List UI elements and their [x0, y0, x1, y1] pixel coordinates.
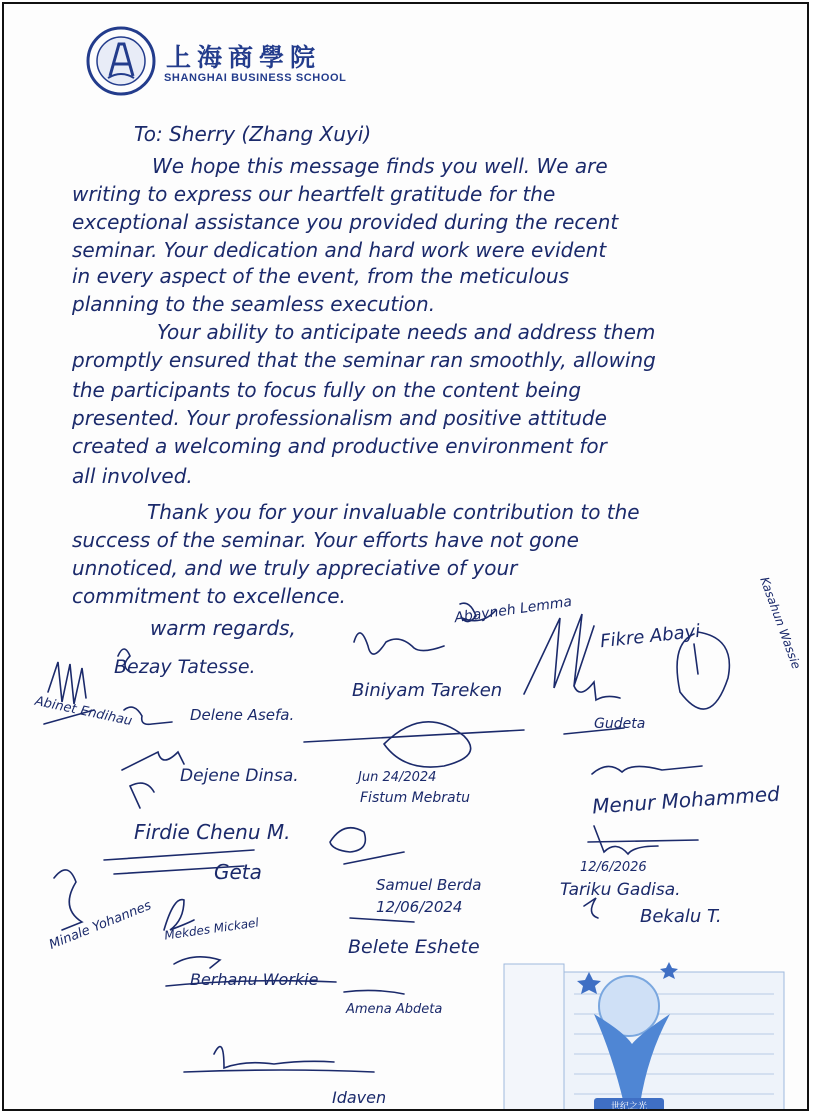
letter-line: presented. Your professionalism and positive attitude [72, 406, 607, 430]
closing: warm regards, [150, 616, 296, 640]
letter-line: in every aspect of the event, from the meticulous [72, 264, 570, 288]
letter-line: the participants to focus fully on the content being [72, 378, 582, 402]
signature: Abayneh Lemma [453, 593, 573, 627]
signature: Tariku Gadisa. [560, 880, 681, 900]
letter-line: seminar. Your dedication and hard work were evident [72, 238, 607, 262]
signature: 12/06/2024 [376, 898, 463, 916]
letter-line: Thank you for your invaluable contribution to the [147, 500, 640, 524]
signature: Firdie Chenu M. [134, 820, 291, 844]
signature: Bezay Tatesse. [114, 656, 256, 678]
signature: Minale Yohannes [47, 898, 154, 953]
signature: Bekalu T. [640, 906, 722, 927]
signature: Jun 24/2024 [358, 770, 437, 785]
school-name-chinese: 上海商學院 [166, 43, 322, 72]
signature: Idaven [332, 1088, 387, 1107]
school-seal-logo [86, 26, 156, 96]
letter-line: exceptional assistance you provided during the recent [72, 210, 619, 234]
signature: Amena Abdeta [346, 1002, 443, 1017]
signature: Fikre Abayi [599, 620, 702, 653]
letter-line: We hope this message finds you well. We are [152, 154, 608, 178]
signature: Geta [214, 860, 262, 884]
signature: Menur Mohammed [591, 781, 781, 819]
letter-line: created a welcoming and productive environment for [72, 434, 607, 458]
letter-line: writing to express our heartfelt gratitude for the [72, 182, 556, 206]
signature: Abinet Endihau [33, 693, 134, 730]
signature: Samuel Berda [376, 876, 482, 894]
letter-line: all involved. [72, 464, 193, 488]
signature: Biniyam Tareken [352, 680, 503, 701]
watermark-label: 世纪之光 [610, 1102, 648, 1112]
signature: Dejene Dinsa. [180, 766, 299, 786]
signature: Mekdes Mickael [163, 915, 260, 943]
letter-line: commitment to excellence. [72, 584, 346, 608]
letter-line: planning to the seamless execution. [72, 292, 436, 316]
letter-line: unnoticed, and we truly appreciative of your [72, 556, 518, 580]
signature: 12/6/2026 [580, 860, 647, 875]
signature: Belete Eshete [348, 936, 480, 958]
letter-line: success of the seminar. Your efforts have not gone [72, 528, 579, 552]
salutation: To: Sherry (Zhang Xuyi) [134, 122, 372, 146]
letter-line: promptly ensured that the seminar ran smoothly, allowing [72, 348, 656, 372]
signature: Berhanu Workie [190, 970, 319, 989]
letter-page [2, 2, 809, 1111]
signature: Gudeta [594, 716, 646, 732]
school-name-english: SHANGHAI BUSINESS SCHOOL [164, 72, 347, 84]
campus-watermark-illustration [424, 944, 794, 1111]
signature: Delene Asefa. [190, 706, 295, 724]
letter-line: Your ability to anticipate needs and address them [157, 320, 656, 344]
signature: Kasahun Wassie [757, 575, 804, 671]
signature: Fistum Mebratu [360, 790, 470, 806]
